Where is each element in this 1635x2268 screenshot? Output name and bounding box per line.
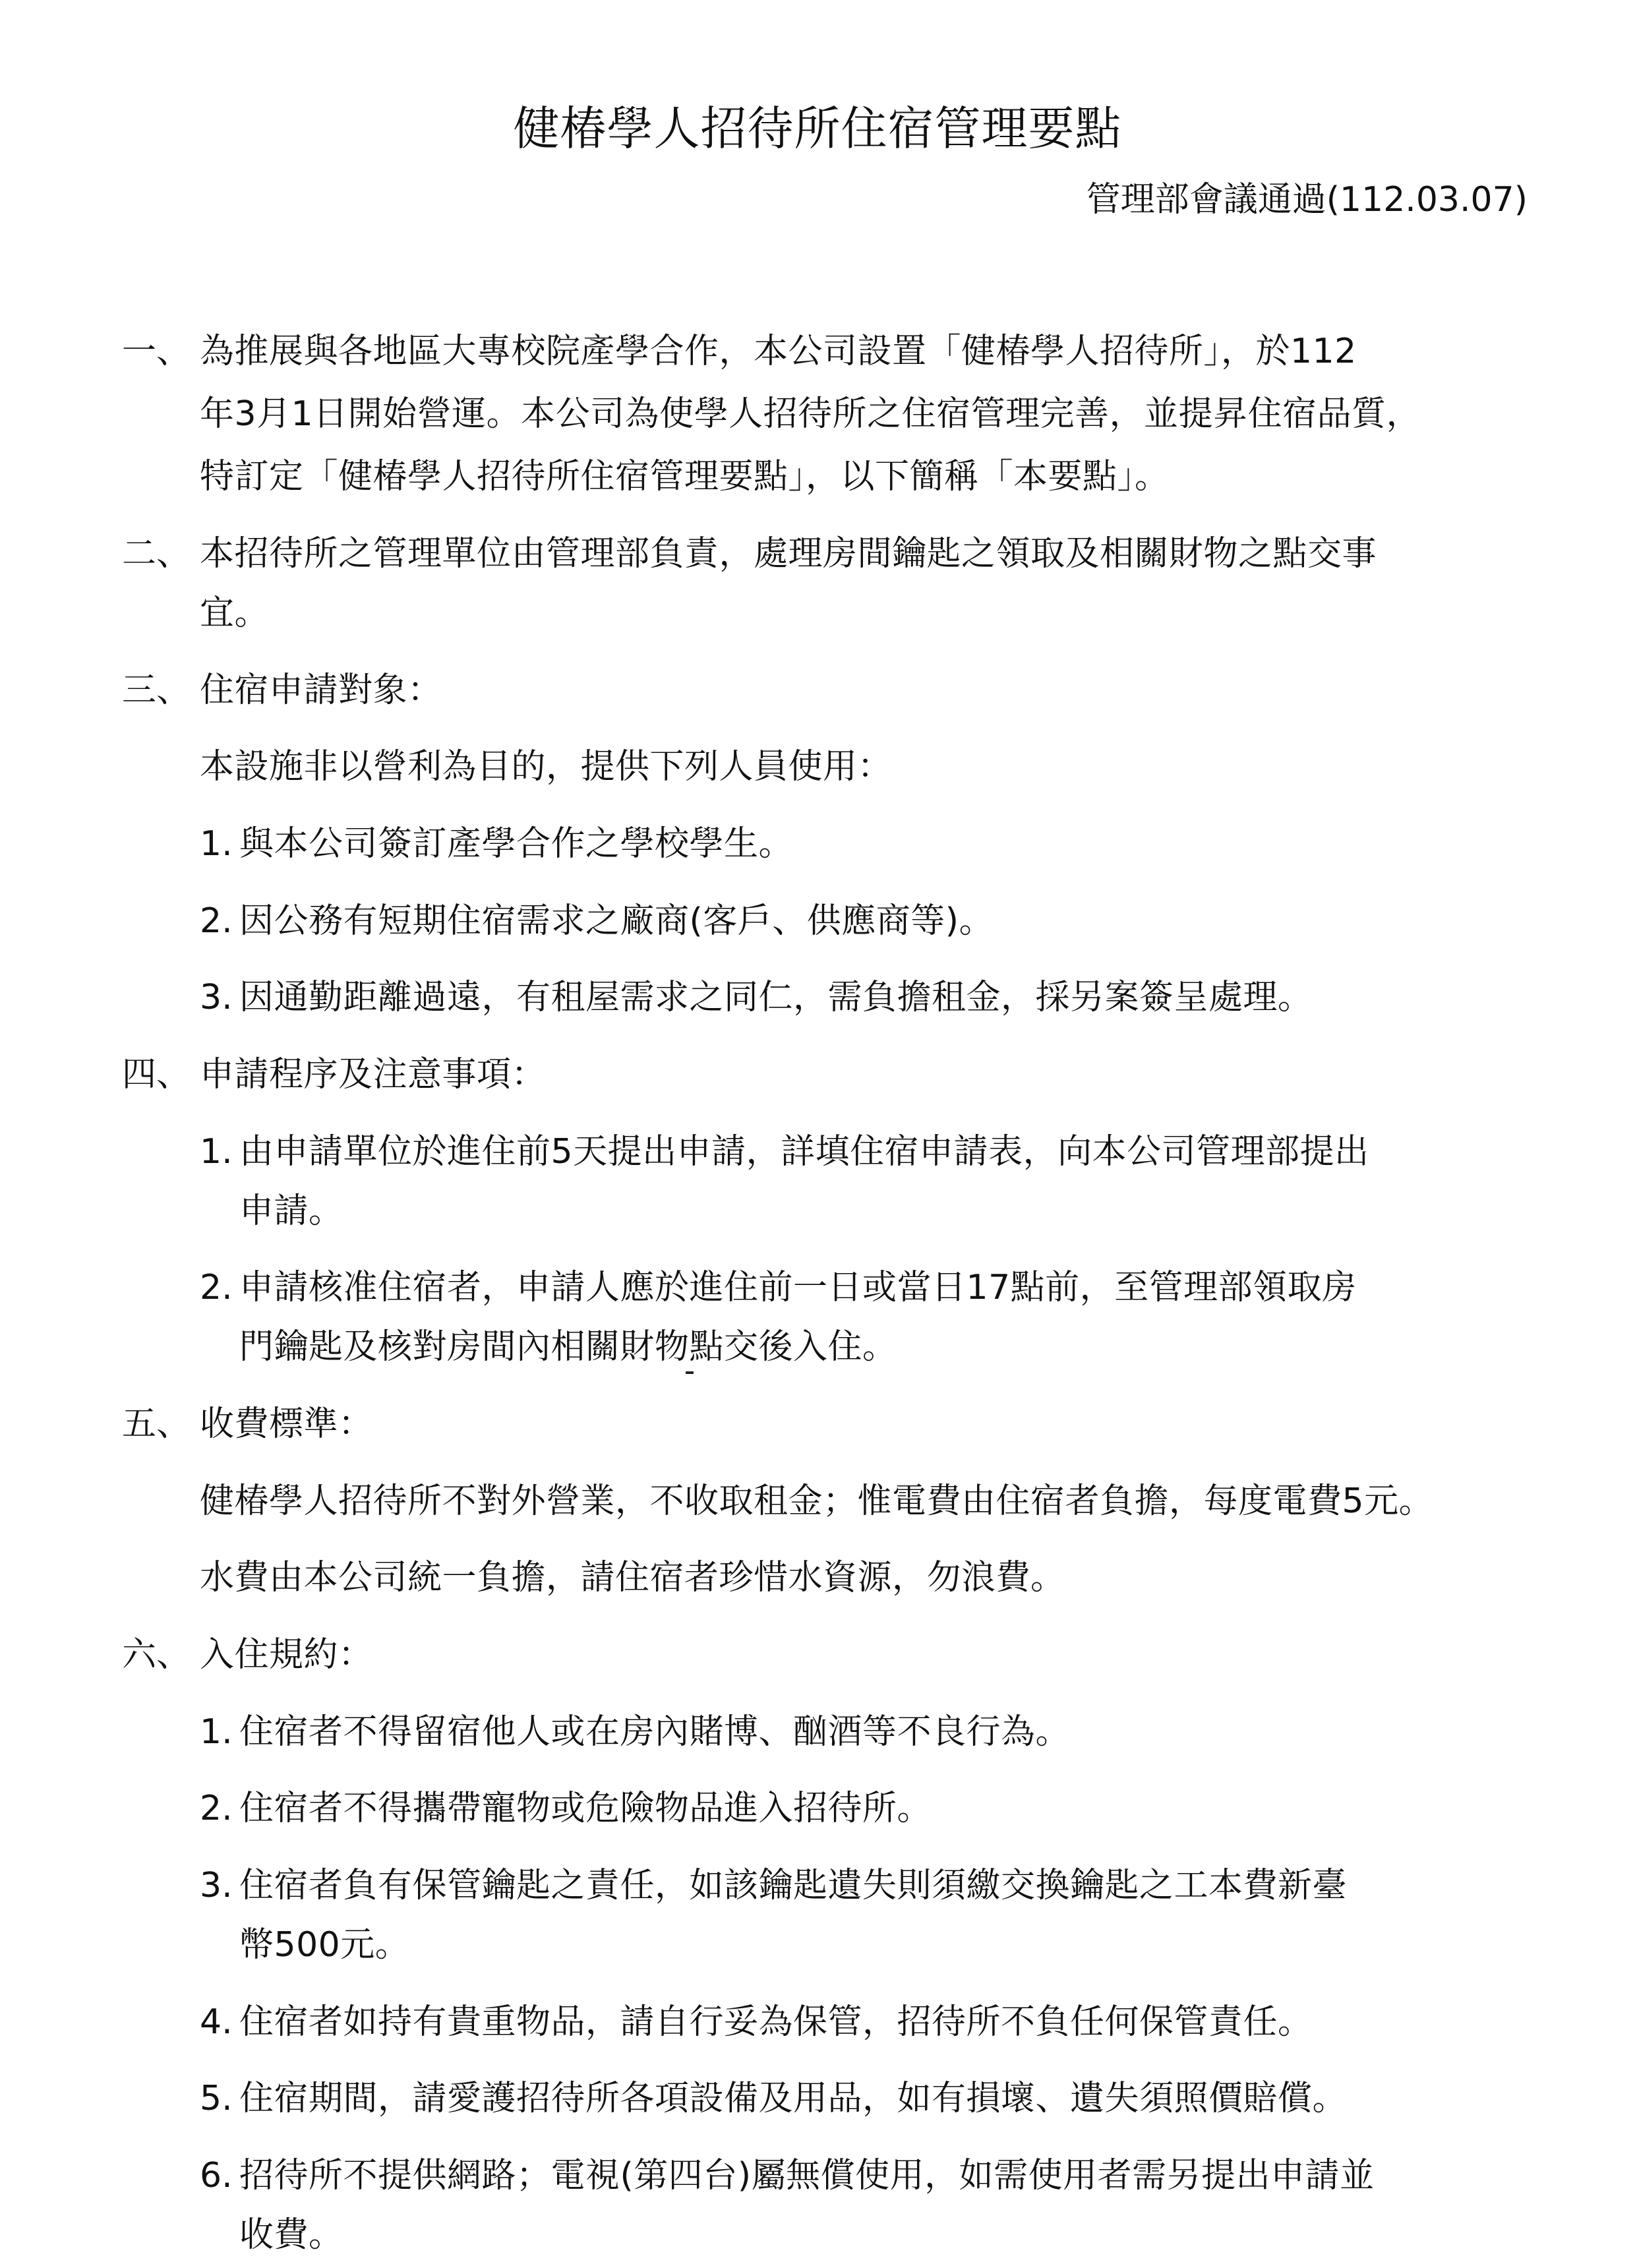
approval-note: 管理部會議通過(112.03.07) bbox=[1086, 180, 1528, 220]
section-6-item-4-marker: 4. bbox=[200, 2002, 233, 2042]
section-6-item-4-line-1: 住宿者如持有貴重物品，請自行妥為保管，招待所不負任何保管責任。 bbox=[239, 2002, 1313, 2042]
section-5-paragraph-2: 水費由本公司統一負擔，請住宿者珍惜水資源，勿浪費。 bbox=[200, 1558, 1065, 1597]
section-5-marker: 五、 bbox=[122, 1404, 191, 1444]
section-4-item-1-line-2: 申請。 bbox=[239, 1191, 343, 1231]
section-4-item-2-line-2: 門鑰匙及核對房間內相關財物點交後入住。 bbox=[239, 1327, 897, 1367]
section-6-item-3-marker: 3. bbox=[200, 1866, 233, 1905]
section-4-item-1-marker: 1. bbox=[200, 1132, 233, 1172]
section-3-item-2-line-1: 因公務有短期住宿需求之廠商(客戶、供應商等)。 bbox=[239, 901, 994, 941]
section-6-item-2-marker: 2. bbox=[200, 1789, 233, 1828]
section-1-line-2: 年3月1日開始營運。本公司為使學人招待所之住宿管理完善，並提昇住宿品質， bbox=[200, 394, 1421, 434]
section-4-item-1-line-1: 由申請單位於進住前5天提出申請，詳填住宿申請表，向本公司管理部提出 bbox=[239, 1132, 1369, 1172]
section-3-item-1-line-1: 與本公司簽訂產學合作之學校學生。 bbox=[239, 824, 794, 864]
section-6-item-3-line-1: 住宿者負有保管鑰匙之責任，如該鑰匙遺失則須繳交換鑰匙之工本費新臺 bbox=[239, 1866, 1348, 1905]
section-6-item-2-line-1: 住宿者不得攜帶寵物或危險物品進入招待所。 bbox=[239, 1789, 932, 1828]
section-3-item-3-marker: 3. bbox=[200, 978, 233, 1017]
section-3-heading: 住宿申請對象： bbox=[200, 671, 442, 710]
section-4-marker: 四、 bbox=[122, 1055, 191, 1094]
section-6-marker: 六、 bbox=[122, 1635, 191, 1675]
section-6-item-5-marker: 5. bbox=[200, 2079, 233, 2118]
section-2-line-1: 本招待所之管理單位由管理部負責，處理房間鑰匙之領取及相關財物之點交事 bbox=[200, 534, 1377, 574]
section-6-item-6-line-2: 收費。 bbox=[239, 2215, 343, 2255]
section-1-line-3: 特訂定「健椿學人招待所住宿管理要點」，以下簡稱「本要點」。 bbox=[200, 457, 1170, 496]
section-5-heading: 收費標準： bbox=[200, 1404, 373, 1444]
section-6-item-5-line-1: 住宿期間，請愛護招待所各項設備及用品，如有損壞、遺失須照價賠償。 bbox=[239, 2079, 1348, 2118]
section-1-marker: 一、 bbox=[122, 332, 191, 371]
section-4-item-2-line-1: 申請核准住宿者，申請人應於進住前一日或當日17點前，至管理部領取房 bbox=[239, 1268, 1357, 1307]
section-6-item-6-line-1: 招待所不提供網路；電視(第四台)屬無償使用，如需使用者需另提出申請並 bbox=[239, 2156, 1375, 2195]
section-6-item-6-marker: 6. bbox=[200, 2156, 233, 2195]
section-3-item-2-marker: 2. bbox=[200, 901, 233, 941]
section-2-line-2: 宜。 bbox=[200, 593, 270, 633]
section-2-marker: 二、 bbox=[122, 534, 191, 574]
section-3-item-1-marker: 1. bbox=[200, 824, 233, 864]
section-6-item-1-line-1: 住宿者不得留宿他人或在房內賭博、酗酒等不良行為。 bbox=[239, 1712, 1071, 1752]
section-6-item-1-marker: 1. bbox=[200, 1712, 233, 1752]
section-1-line-1: 為推展與各地區大專校院產學合作，本公司設置「健椿學人招待所」，於112 bbox=[200, 332, 1357, 371]
section-3-marker: 三、 bbox=[122, 671, 191, 710]
section-5-paragraph-1: 健椿學人招待所不對外營業，不收取租金；惟電費由住宿者負擔，每度電費5元。 bbox=[200, 1481, 1434, 1521]
section-3-intro: 本設施非以營利為目的，提供下列人員使用： bbox=[200, 747, 893, 787]
section-4-item-2-marker: 2. bbox=[200, 1268, 233, 1307]
section-6-item-3-line-2: 幣500元。 bbox=[239, 1925, 410, 1965]
section-4-heading: 申請程序及注意事項： bbox=[200, 1055, 547, 1094]
section-3-item-3-line-1: 因通勤距離過遠，有租屋需求之同仁，需負擔租金，採另案簽呈處理。 bbox=[239, 978, 1313, 1017]
stray-dash-mark bbox=[686, 1371, 694, 1374]
section-6-heading: 入住規約： bbox=[200, 1635, 373, 1675]
document-title: 健椿學人招待所住宿管理要點 bbox=[513, 102, 1122, 156]
